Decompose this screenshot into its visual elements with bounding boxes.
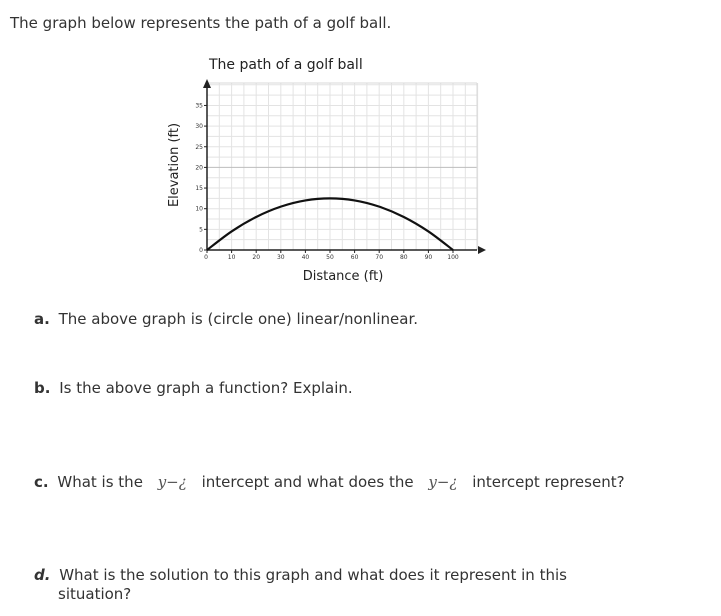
question-c-text-1: What is the (57, 473, 143, 491)
question-b-label: b. (34, 379, 51, 397)
y-tick-label: 15 (195, 185, 203, 193)
question-d (34, 566, 567, 604)
x-tick-label: 50 (326, 254, 334, 261)
x-tick-label: 20 (252, 254, 261, 261)
x-axis-label: Distance (ft) (302, 269, 384, 284)
chart-title: The path of a golf ball (209, 57, 363, 73)
y-tick-label: 30 (195, 123, 203, 131)
intro-text: The graph below represents the path of a golf ball. (10, 14, 392, 32)
question-a-text: The above graph is (circle one) linear/nonlinear. (58, 310, 419, 328)
question-d-label: d. (34, 566, 51, 584)
x-tick-labels (204, 250, 459, 261)
question-d-text-2: situation? (58, 585, 132, 603)
question-c-text-2: intercept and what does the (201, 473, 414, 491)
x-tick-label: 100 (447, 254, 459, 261)
x-tick-label: 90 (424, 254, 433, 261)
question-d-text-1: What is the solution to this graph and what does it represent in this (59, 566, 567, 584)
x-tick-label: 40 (301, 254, 310, 261)
y-tick-label: 20 (195, 164, 203, 172)
question-a-label: a. (34, 310, 50, 328)
question-c (34, 473, 625, 492)
y-tick-label: 10 (195, 205, 203, 213)
question-a (34, 310, 418, 329)
y-tick-labels (195, 102, 207, 254)
x-axis-arrow (478, 246, 486, 254)
question-b (34, 379, 353, 398)
x-tick-label: 0 (204, 254, 208, 261)
question-c-text-3: intercept represent? (472, 473, 625, 491)
x-tick-label: 70 (375, 254, 384, 261)
y-tick-label: 25 (195, 143, 203, 151)
question-c-math-2: y−¿ (428, 473, 458, 491)
x-tick-label: 60 (350, 254, 359, 261)
y-tick-label: 0 (199, 247, 203, 254)
y-tick-label: 35 (195, 102, 203, 110)
x-tick-label: 30 (276, 254, 285, 261)
chart-grid (207, 83, 478, 250)
y-tick-label: 5 (199, 226, 203, 234)
golf-ball-chart (0, 0, 721, 300)
question-c-math-1: y−¿ (157, 473, 187, 491)
question-c-label: c. (34, 473, 49, 491)
x-tick-label: 10 (227, 254, 236, 261)
y-axis-label: Elevation (ft) (167, 122, 182, 208)
x-tick-label: 80 (399, 254, 408, 261)
question-b-text: Is the above graph a function? Explain. (59, 379, 353, 397)
